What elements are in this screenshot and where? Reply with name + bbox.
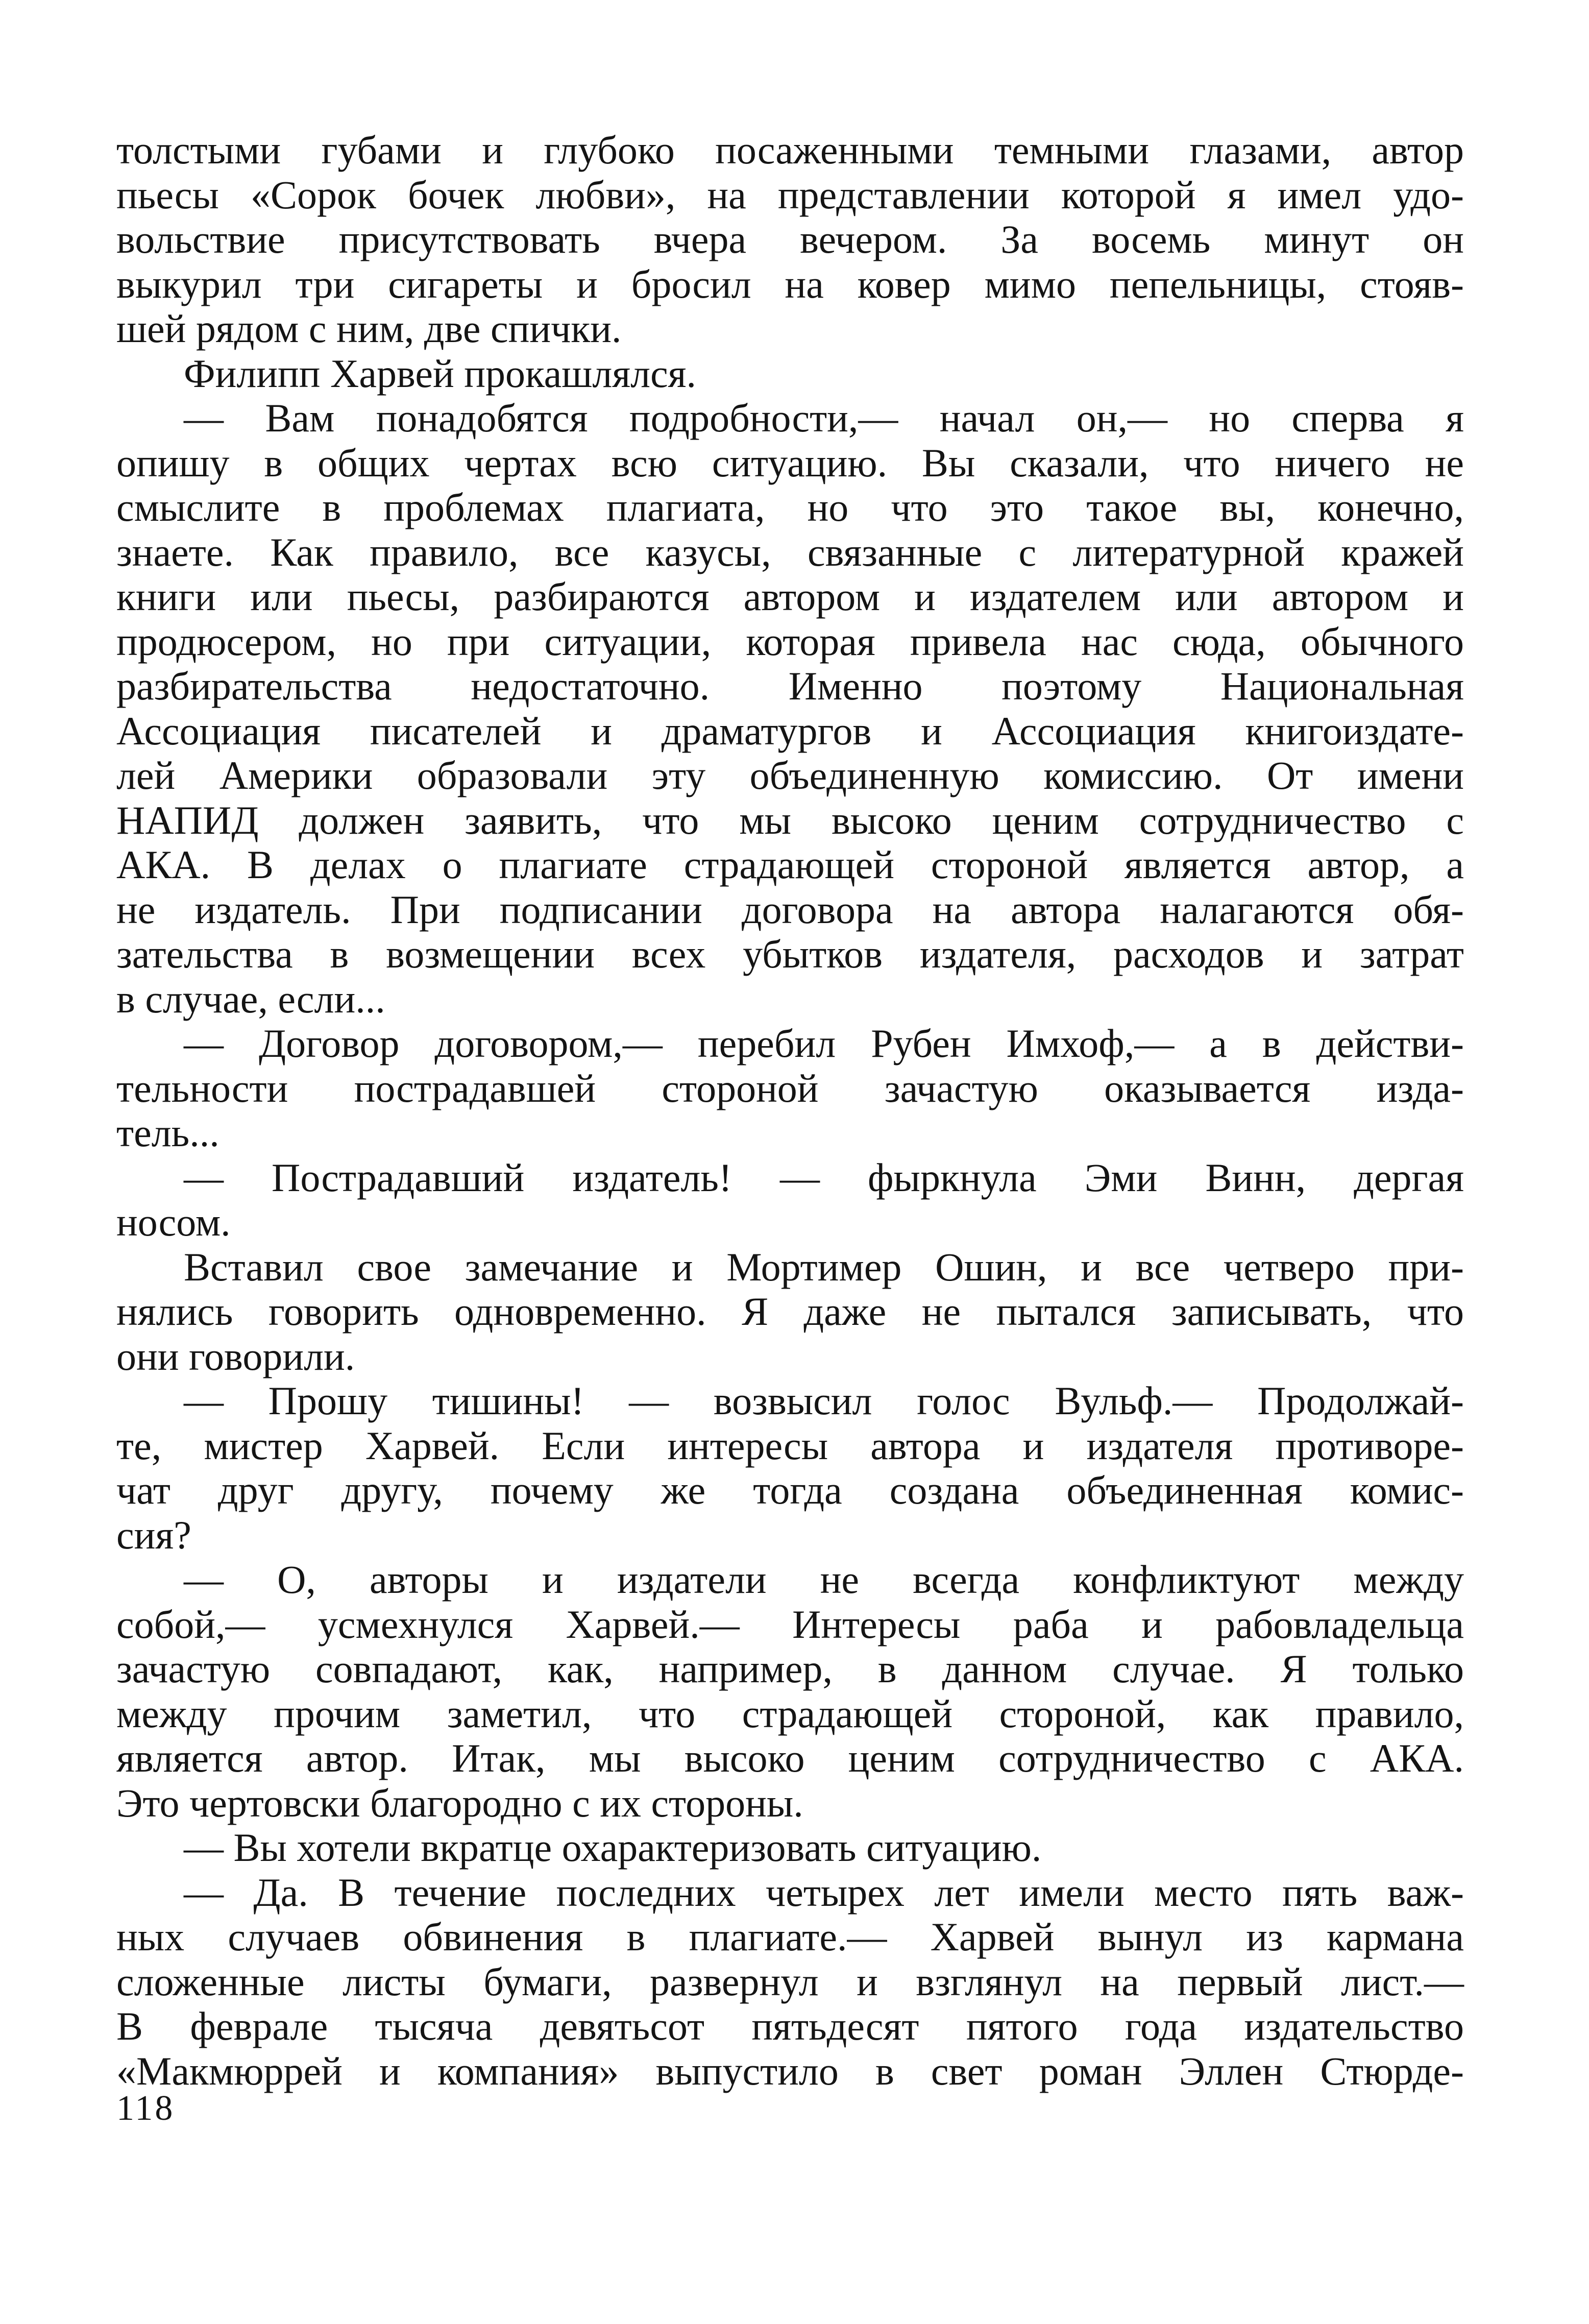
- page-number: 118: [116, 2089, 175, 2128]
- text-line: Филипп Харвей прокашлялся.: [184, 351, 697, 396]
- text-line: сложенные листы бумаги, развернул и взглянул на первый лист.—: [116, 1959, 1464, 2004]
- text-line: в случае, если...: [116, 976, 385, 1021]
- text-line: — О, авторы и издатели не всегда конфликтуют между: [184, 1557, 1464, 1602]
- text-line: толстыми губами и глубоко посаженными темными глазами, автор: [116, 128, 1464, 172]
- text-line: вольствие присутствовать вчера вечером. За восемь минут он: [116, 217, 1464, 261]
- text-line: они говорили.: [116, 1334, 355, 1378]
- text-line: знаете. Как правило, все казусы, связанные с литературной кражей: [116, 529, 1464, 574]
- text-line: шей рядом с ним, две спички.: [116, 306, 622, 351]
- text-line: лей Америки образовали эту объединенную комиссию. От имени: [116, 753, 1464, 797]
- text-line: тель...: [116, 1110, 219, 1155]
- text-line: между прочим заметил, что страдающей стороной, как правило,: [116, 1691, 1464, 1736]
- text-line: Ассоциация писателей и драматургов и Ассоциация книгоиздате-: [116, 708, 1464, 753]
- text-line: — Вам понадобятся подробности,— начал он,— но сперва я: [184, 396, 1464, 440]
- text-line: сия?: [116, 1512, 191, 1557]
- text-line: НАПИД должен заявить, что мы высоко ценим сотрудничество с: [116, 797, 1464, 842]
- text-line: те, мистер Харвей. Если интересы автора и издателя противоре-: [116, 1423, 1464, 1468]
- text-line: является автор. Итак, мы высоко ценим сотрудничество с АКА.: [116, 1736, 1464, 1780]
- text-line: АКА. В делах о плагиате страдающей стороной является автор, а: [116, 842, 1464, 887]
- text-line: Вставил свое замечание и Мортимер Ошин, и все четверо при-: [184, 1244, 1464, 1289]
- text-line: опишу в общих чертах всю ситуацию. Вы сказали, что ничего не: [116, 440, 1464, 485]
- text-line: собой,— усмехнулся Харвей.— Интересы раба и рабовладельца: [116, 1602, 1464, 1647]
- text-line: — Договор договором,— перебил Рубен Имхоф,— а в действи-: [184, 1021, 1464, 1066]
- text-line: книги или пьесы, разбираются автором и издателем или автором и: [116, 574, 1464, 619]
- text-line: Это чертовски благородно с их стороны.: [116, 1780, 803, 1825]
- text-line: ных случаев обвинения в плагиате.— Харвей вынул из кармана: [116, 1915, 1464, 1959]
- text-line: нялись говорить одновременно. Я даже не пытался записывать, что: [116, 1289, 1464, 1334]
- text-line: пьесы «Сорок бочек любви», на представлении которой я имел удо-: [116, 172, 1464, 217]
- text-line: продюсером, но при ситуации, которая привела нас сюда, обычного: [116, 619, 1464, 664]
- text-line: разбирательства недостаточно. Именно поэтому Национальная: [116, 664, 1464, 708]
- body-text: [116, 128, 1464, 2093]
- text-line: чат друг другу, почему же тогда создана объединенная комис-: [116, 1468, 1464, 1512]
- text-line: — Вы хотели вкратце охарактеризовать ситуацию.: [184, 1825, 1042, 1870]
- text-line: В феврале тысяча девятьсот пятьдесят пятого года издательство: [116, 2004, 1464, 2048]
- text-line: выкурил три сигареты и бросил на ковер мимо пепельницы, стояв-: [116, 261, 1464, 306]
- text-line: «Макмюррей и компания» выпустило в свет роман Эллен Стюрде-: [116, 2048, 1464, 2093]
- text-line: смыслите в проблемах плагиата, но что это такое вы, конечно,: [116, 485, 1464, 529]
- text-line: — Да. В течение последних четырех лет имели место пять важ-: [184, 1870, 1464, 1915]
- text-line: зачастую совпадают, как, например, в данном случае. Я только: [116, 1647, 1464, 1691]
- text-line: тельности пострадавшей стороной зачастую оказывается изда-: [116, 1066, 1464, 1110]
- text-line: — Прошу тишины! — возвысил голос Вульф.— Продолжай-: [184, 1378, 1464, 1423]
- text-line: не издатель. При подписании договора на автора налагаются обя-: [116, 887, 1464, 932]
- text-line: — Пострадавший издатель! — фыркнула Эми Винн, дергая: [184, 1155, 1464, 1200]
- text-line: зательства в возмещении всех убытков издателя, расходов и затрат: [116, 932, 1464, 976]
- text-line: носом.: [116, 1200, 231, 1244]
